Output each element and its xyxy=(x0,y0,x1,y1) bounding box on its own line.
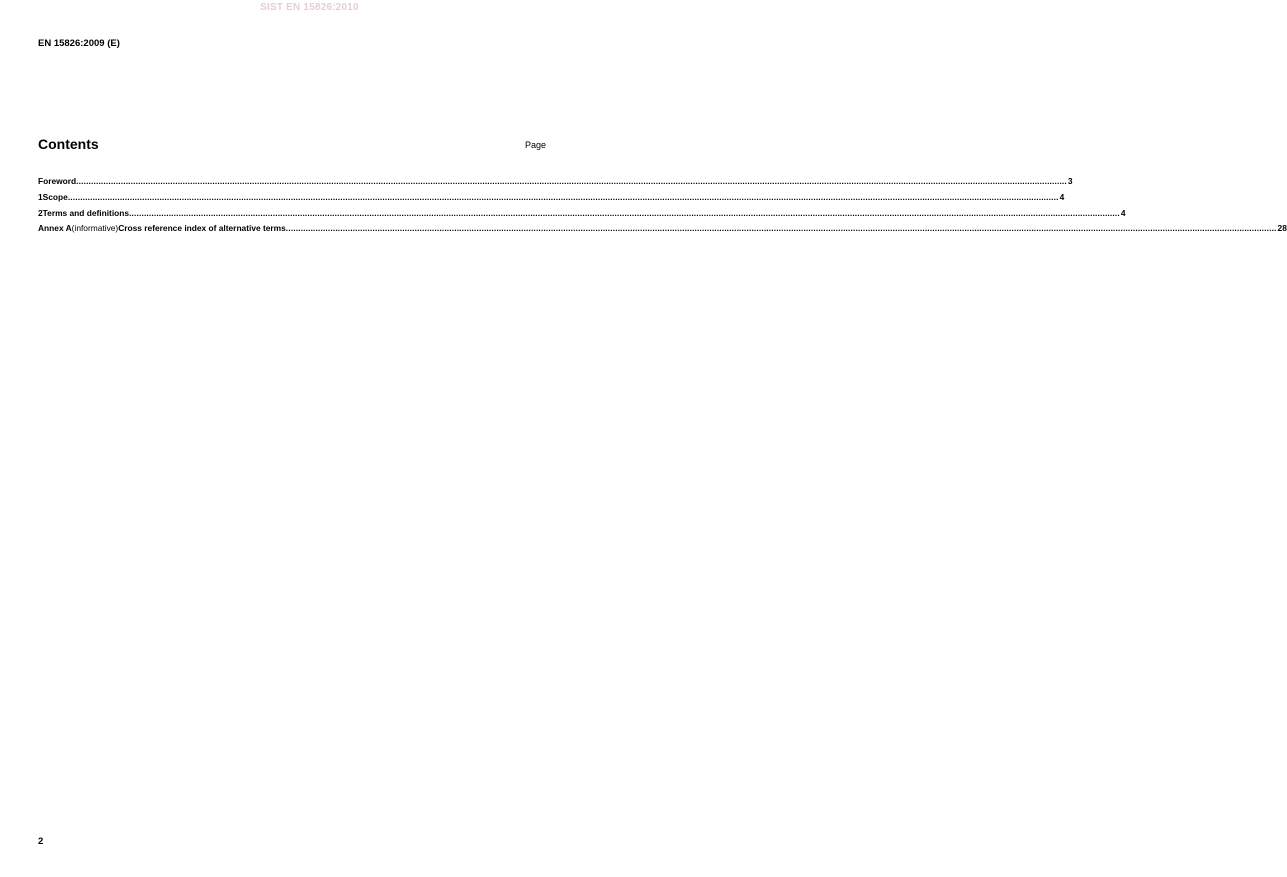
toc-annex-qualifier: (informative) xyxy=(71,223,119,234)
toc-entry-title: Scope xyxy=(42,191,68,202)
toc-entry-number: 1 xyxy=(38,191,43,202)
toc-entry-title: Foreword xyxy=(38,176,77,186)
toc-annex-label: Annex A xyxy=(38,223,72,234)
dot-leader: ................................................................................................................................................................................................................................................................................................................................................................................................................ xyxy=(129,207,1120,218)
toc-entry-page: 4 xyxy=(1120,207,1126,218)
toc-entry-page: 28 xyxy=(1277,223,1287,234)
toc-entry-annex-a[interactable] xyxy=(38,223,1287,239)
toc-entry-title: Cross reference index of alternative terms xyxy=(118,223,286,234)
page-number: 2 xyxy=(38,836,44,847)
toc-entry-number: 2 xyxy=(38,207,43,218)
contents-header xyxy=(38,136,546,154)
document-identifier: EN 15826:2009 (E) xyxy=(38,38,120,49)
toc-entry-title: Terms and definitions xyxy=(42,207,130,218)
dot-leader: ................................................................................................................................................................................................................................................................................................................................................................................................................ xyxy=(285,223,1277,234)
table-of-contents xyxy=(38,176,1287,239)
toc-entry-page: 4 xyxy=(1059,191,1065,202)
contents-title: Contents xyxy=(38,136,99,152)
toc-entry-foreword[interactable] xyxy=(38,176,1073,192)
toc-entry-terms-and-definitions[interactable] xyxy=(38,207,1126,224)
watermark-stamp: SIST EN 15826:2010 xyxy=(260,2,359,13)
dot-leader: ................................................................................................................................................................................................................................................................................................................................................................................................................ xyxy=(76,176,1067,186)
toc-entry-scope[interactable] xyxy=(38,191,1065,208)
page-column-label: Page xyxy=(524,140,546,150)
dot-leader: ................................................................................................................................................................................................................................................................................................................................................................................................................ xyxy=(67,191,1059,202)
toc-entry-page: 3 xyxy=(1067,176,1073,186)
